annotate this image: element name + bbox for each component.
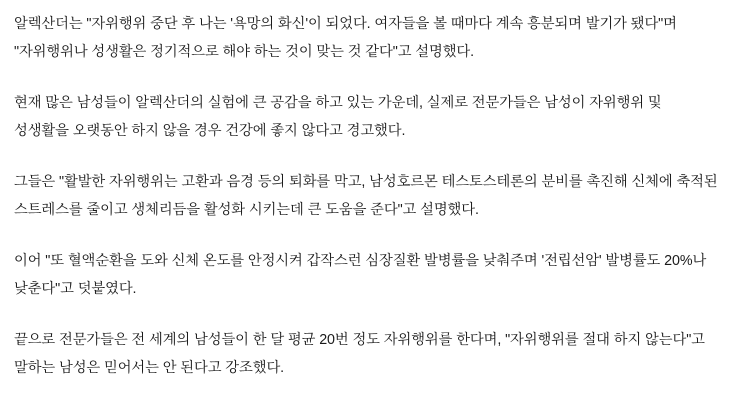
article-paragraph: 끝으로 전문가들은 전 세계의 남성들이 한 달 평균 20번 정도 자위행위를 한다며, "자위행위를 절대 하지 않는다"고 말하는 남성은 믿어서는 안 된다고 강조했다. bbox=[14, 332, 705, 376]
article-paragraph: 이어 "또 혈액순환을 도와 신체 온도를 안정시켜 갑작스런 심장질환 발병률을 낮춰주며 '전립선암' 발병률도 20%나 낮춘다"고 덧붙였다. bbox=[14, 253, 707, 297]
article-paragraph: 알렉산더는 "자위행위 중단 후 나는 '욕망의 화신'이 되었다. 여자들을 볼 때마다 계속 흥분되며 발기가 됐다"며 "자위행위나 성생활은 정기적으로 해야 하는 것이 맞는 것 같다"고 설명했다. bbox=[14, 16, 677, 60]
article-paragraph: 현재 많은 남성들이 알렉산더의 실험에 큰 공감을 하고 있는 가운데, 실제로 전문가들은 남성이 자위행위 및 성생활을 오랫동안 하지 않을 경우 건강에 좋지 않다고 경고했다. bbox=[14, 95, 662, 139]
article-paragraph: 그들은 "활발한 자위행위는 고환과 음경 등의 퇴화를 막고, 남성호르몬 테스토스테론의 분비를 촉진해 신체에 축적된 스트레스를 줄이고 생체리듬을 활성화 시키는데 큰 도움을 준다"고 설명했다. bbox=[14, 174, 718, 218]
